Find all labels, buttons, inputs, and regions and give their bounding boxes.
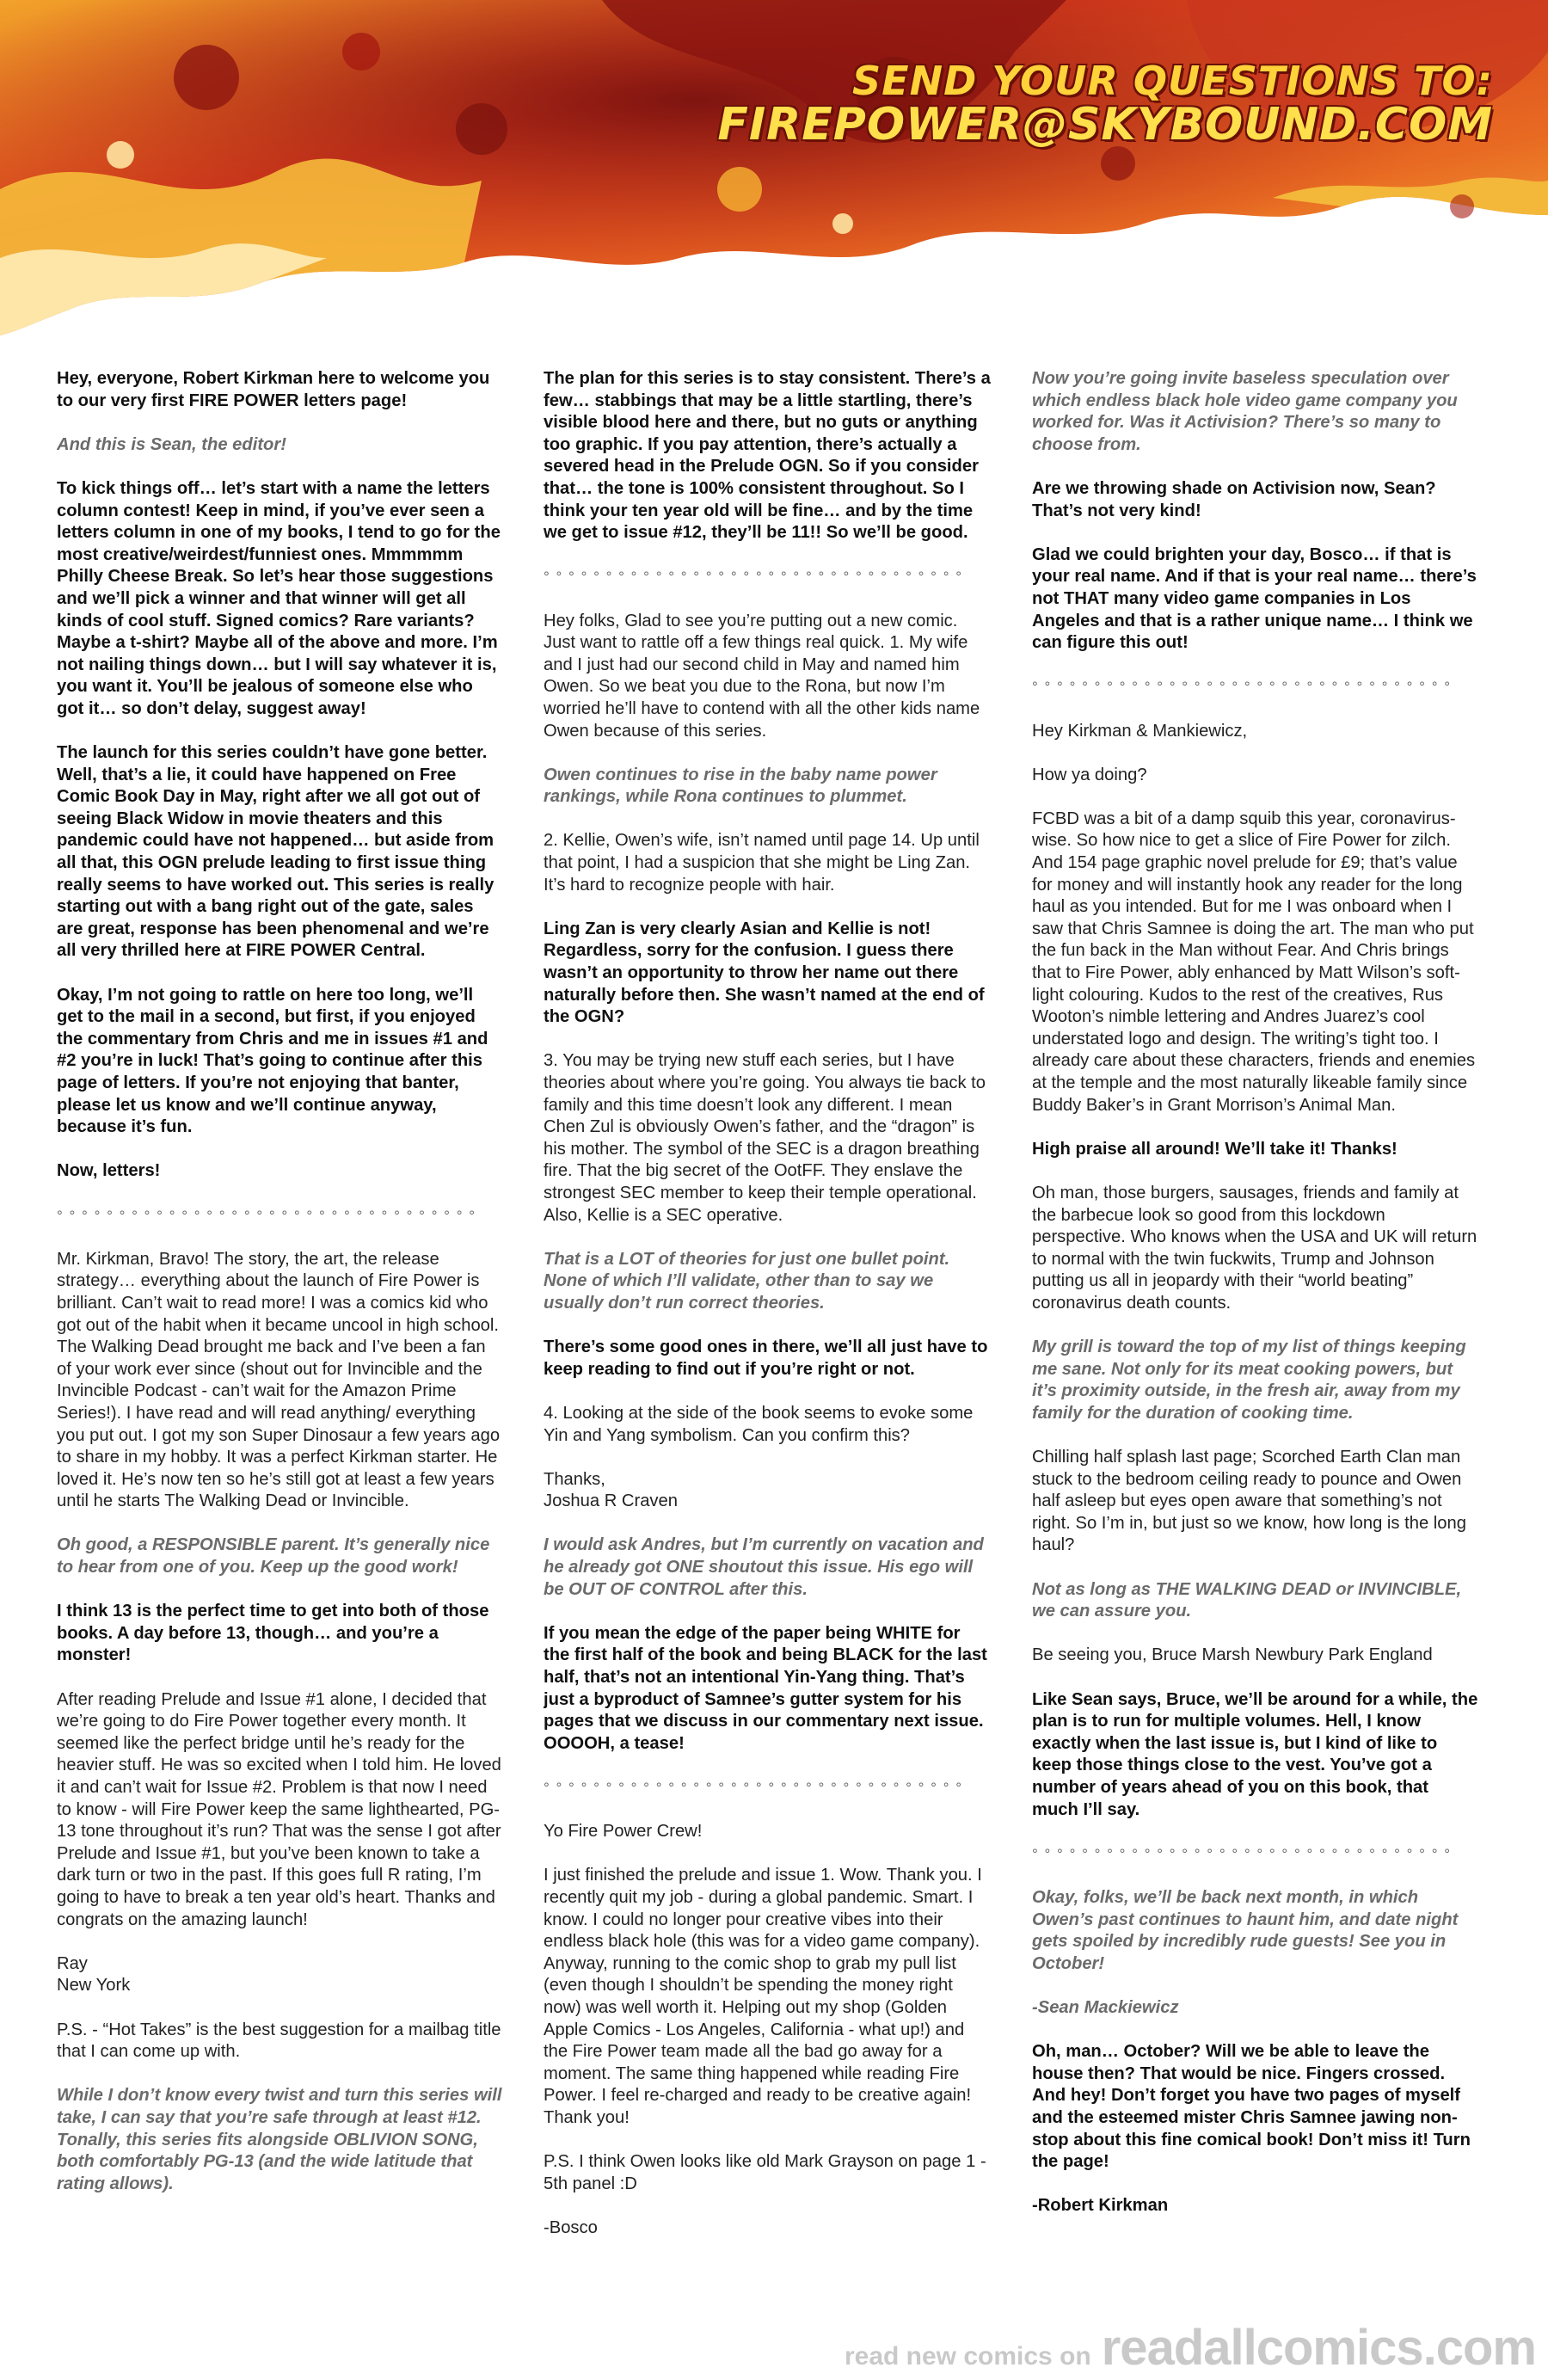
fire-splatter-art <box>0 0 1548 344</box>
divider: ° ° ° ° ° ° ° ° ° ° ° ° ° ° ° ° ° ° ° ° ° ° ° ° ° ° ° ° ° ° ° ° ° ° <box>544 1780 963 1796</box>
creator-reply: Now, letters! <box>57 1161 161 1181</box>
footer-watermark <box>845 2319 1536 2377</box>
reader-letter: Oh man, those burgers, sausages, friends and family at the barbecue look so good from this lockdown perspective. Who knows when the USA and UK will return to normal with the twin fuckwits, Trump and Johnson putting us all in jeopardy with their “world beating” coronavirus death counts. <box>1032 1183 1477 1313</box>
editor-reply: I would ask Andres, but I’m currently on vacation and he already got ONE shoutout this issue. His ego will be OUT OF CONTROL after this. <box>544 1535 984 1599</box>
divider: ° ° ° ° ° ° ° ° ° ° ° ° ° ° ° ° ° ° ° ° ° ° ° ° ° ° ° ° ° ° ° ° ° ° <box>1032 1845 1452 1862</box>
creator-reply: Ling Zan is very clearly Asian and Kellie is not! Regardless, sorry for the confusion. I guess there wasn’t an opportunity to throw her name out there naturally before then. She wasn’t named at the end of the OGN? <box>544 919 985 1027</box>
editor-reply: -Sean Mackiewicz <box>1032 1997 1179 2017</box>
reader-letter: 2. Kellie, Owen’s wife, isn’t named until page 14. Up until that point, I had a suspicion that she might be Ling Zan. It’s hard to recognize people with hair. <box>544 831 980 895</box>
reader-letter: Yo Fire Power Crew! <box>544 1822 703 1842</box>
editor-reply: Okay, folks, we’ll be back next month, in which Owen’s past continues to haunt him, and date night gets spoiled by incredibly rude guests! See you in October! <box>1032 1887 1459 1973</box>
creator-reply: I think 13 is the perfect time to get into both of those books. A day before 13, though… and you’re a monster! <box>57 1602 489 1665</box>
creator-reply: Oh, man… October? Will we be able to leave the house then? That would be nice. Fingers crossed. And hey! Don’t forget you have two pages of myself and the esteemed mister Chris Samnee jawing non-stop about this fine comical book! Don’t miss it! Turn the page! <box>1032 2042 1471 2172</box>
reader-letter: Be seeing you, Bruce Marsh Newbury Park England <box>1032 1645 1433 1665</box>
divider: ° ° ° ° ° ° ° ° ° ° ° ° ° ° ° ° ° ° ° ° ° ° ° ° ° ° ° ° ° ° ° ° ° ° <box>57 1207 476 1224</box>
editor-reply: And this is Sean, the editor! <box>57 434 286 454</box>
reader-letter: Chilling half splash last page; Scorched Earth Clan man stuck to the bedroom ceiling ready to pounce and Owen half asleep but eyes open aware that something’s not right. So I’m in, but just so we know, how long is the long haul? <box>1032 1448 1466 1555</box>
creator-reply: If you mean the edge of the paper being WHITE for the first half of the book and being BLACK for the last half, that’s not an intentional Yin-Yang thing. That’s just a byproduct of Samnee’s gutter system for his pages that we discuss in our commentary next issue. OOOOH, a tease! <box>544 1623 987 1753</box>
divider: ° ° ° ° ° ° ° ° ° ° ° ° ° ° ° ° ° ° ° ° ° ° ° ° ° ° ° ° ° ° ° ° ° ° <box>1032 679 1452 696</box>
reader-letter: P.S. - “Hot Takes” is the best suggestion for a mailbag title that I can come up with. <box>57 2020 501 2062</box>
reader-letter: After reading Prelude and Issue #1 alone, I decided that we’re going to do Fire Power together every month. It seemed like the perfect bridge until he’s ready for the heavier stuff. He was so excited when I told him. He loved it and can’t wait for Issue #2. Problem is that now I need to know - will Fire Power keep the same lighthearted, PG-13 tone throughout it’s run? That was the sense I got after Prelude and Issue #1, but you’ve been known to take a dark turn or two in the past. If this goes full R rating, I’m going to have to break a ten year old’s heart. Thanks and congrats on the amazing launch! <box>57 1689 501 1929</box>
reader-letter: P.S. I think Owen looks like old Mark Grayson on page 1 - 5th panel :D <box>544 2152 986 2193</box>
creator-reply: There’s some good ones in there, we’ll all just have to keep reading to find out if you’re right or not. <box>544 1338 988 1379</box>
creator-reply: The launch for this series couldn’t have gone better. Well, that’s a lie, it could have happened on Free Comic Book Day in May, right after we all got out of seeing Black Widow in movie theaters and this pandemic could have not happened… but aside from all that, this OGN prelude leading to first issue thing really seems to have worked out. This series is really starting out with a bang right out of the gate, sales are great, response has been phenomenal and we’re all very thrilled here at FIRE POWER Central. <box>57 743 494 961</box>
reader-letter: How ya doing? <box>1032 765 1147 784</box>
creator-reply: Hey, everyone, Robert Kirkman here to welcome you to our very first FIRE POWER letters page! <box>57 369 490 410</box>
reader-letter: Hey folks, Glad to see you’re putting out a new comic. Just want to rattle off a few things real quick. 1. My wife and I just had our second child in May and named him Owen. So we beat you due to the Rona, but now I’m worried he’ll have to contend with all the other kids name Owen because of this series. <box>544 611 980 741</box>
editor-reply: My grill is toward the top of my list of things keeping me sane. Not only for its meat cooking powers, but it’s proximity outside, in the fresh air, away from my family for the duration of cooking time. <box>1032 1338 1466 1423</box>
watermark-site[interactable]: readallcomics.com <box>1101 2320 1536 2376</box>
creator-reply: -Robert Kirkman <box>1032 2196 1169 2216</box>
letters-column-left <box>57 368 504 2321</box>
watermark-prefix: read new comics on <box>844 2342 1091 2371</box>
creator-reply: Glad we could brighten your day, Bosco… if that is your real name. And if that is your real name… there’s not THAT many video game companies in Los Angeles and that is a rather unique name… I think we can figure this out! <box>1032 544 1477 653</box>
reader-letter: I just finished the prelude and issue 1. Wow. Thank you. I recently quit my job - during a global pandemic. Smart. I know. I could no longer pour creative vibes into their endless black hole (this was for a video game company). Anyway, running to the comic shop to grab my pull list (even though I shouldn’t be spending the money right now) was well worth it. Helping out my shop (Golden Apple Comics - Los Angeles, California - what up!) and the Fire Power team made all the bad go away for a moment. The same thing happened while reading Fire Power. I feel re-charged and ready to be creative again! Thank you! <box>544 1866 982 2127</box>
creator-reply: To kick things off… let’s start with a name the letters column contest! Keep in mind, if you’ve ever seen a letters column in one of my books, I tend to go for the most creative/weirdest/funniest ones. Mmmmmm Philly Cheese Break. So let’s hear those suggestions and we’ll pick a winner and that winner will get all kinds of cool stuff. Signed comics? Rare variants? Maybe a t-shirt? Maybe all of the above and more. I’m not nailing things down… but I will say whatever it is, you want it. You’ll be jealous of someone else who got it… so don’t delay, suggest away! <box>57 478 501 718</box>
creator-reply: The plan for this series is to stay consistent. There’s a few… stabbings that may be a little startling, there’s visible blood here and there, but no guts or anything too graphic. If you pay attention, there’s actually a severed head in the Prelude OGN. So if you consider that… the tone is 100% consistent throughout. So I think your ten year old will be fine… and by the time we get to issue #12, they’ll be 11!! So we’ll be good. <box>544 369 991 543</box>
creator-reply: Okay, I’m not going to rattle on here too long, we’ll get to the mail in a second, but first, if you enjoyed the commentary from Chris and me in issues #1 and #2 you’re in luck! That’s going to continue after this page of letters. If you’re not enjoying that banter, please let us know and we’ll continue anyway, because it’s fun. <box>57 985 488 1137</box>
reader-letter: Ray New York <box>57 1953 131 1996</box>
divider: ° ° ° ° ° ° ° ° ° ° ° ° ° ° ° ° ° ° ° ° ° ° ° ° ° ° ° ° ° ° ° ° ° ° <box>544 569 963 586</box>
editor-reply: Oh good, a RESPONSIBLE parent. It’s generally nice to hear from one of you. Keep up the good work! <box>57 1535 490 1577</box>
letters-column-right <box>1032 368 1479 2321</box>
reader-letter: -Bosco <box>544 2217 598 2237</box>
editor-reply: Not as long as THE WALKING DEAD or INVINCIBLE, we can assure you. <box>1032 1579 1462 1621</box>
reader-letter: Mr. Kirkman, Bravo! The story, the art, the release strategy… everything about the launch of Fire Power is brilliant. Can’t wait to read more! I was a comics kid who got out of the habit when it became uncool in high school. The Walking Dead brought me back and I’ve been a fan of your work ever since (shout out for Invincible and the Invincible Podcast - can’t wait for the Amazon Prime Series!). I have read and will read anything/ everything you put out. I got my son Super Dinosaur a few years ago to share in my hobby. It was a perfect Kirkman starter. He loved it. He’s now ten so he’s still got at least a few years until he starts The Walking Dead or Invincible. <box>57 1249 501 1511</box>
editor-reply: Owen continues to rise in the baby name power rankings, while Rona continues to plummet. <box>544 765 937 807</box>
callout-heading: SEND YOUR QUESTIONS TO: <box>852 58 1493 104</box>
creator-reply: Are we throwing shade on Activision now, Sean? That’s not very kind! <box>1032 478 1436 520</box>
reader-letter: 4. Looking at the side of the book seems to evoke some Yin and Yang symbolism. Can you confirm this? <box>544 1403 974 1445</box>
reader-letter: Hey Kirkman & Mankiewicz, <box>1032 721 1248 741</box>
creator-reply: High praise all around! We’ll take it! Thanks! <box>1032 1139 1398 1159</box>
editor-reply: While I don’t know every twist and turn this series will take, I can say that you’re safe through at least #12. Tonally, this series fits alongside OBLIVION SONG, both comfortably PG-13 (and the wide latitude that rating allows). <box>57 2086 502 2193</box>
callout-email[interactable]: FIREPOWER@SKYBOUND.COM <box>717 99 1493 151</box>
reader-letter: Thanks, Joshua R Craven <box>544 1469 678 1511</box>
creator-reply: Like Sean says, Bruce, we’ll be around for a while, the plan is to run for multiple volumes. Hell, I know exactly when the last issue is, but I kind of like to keep those things close to the vest. You’ve got a number of years ahead of you on this book, that much I’ll say. <box>1032 1689 1478 1819</box>
reader-letter: FCBD was a bit of a damp squib this year, coronavirus-wise. So how nice to get a slice of Fire Power for zilch. And 154 page graphic novel prelude for £9; that’s value for money and will instantly hook any reader for the long haul as you intended. But for me I was onboard when I saw that Chris Samnee is doing the art. The man who put the fun back in the Man without Fear. And Chris brings that to Fire Power, ably enhanced by Matt Wilson’s soft-light colouring. Kudos to the rest of the creatives, Rus Wooton’s nimble lettering and Andres Juarez’s cool understated logo and design. The writing’s tight too. I already care about these characters, friends and enemies at the temple and the most naturally likeable family since Buddy Baker’s in Grant Morrison’s Animal Man. <box>1032 809 1476 1115</box>
letters-column-middle <box>544 368 991 2321</box>
editor-reply: That is a LOT of theories for just one bullet point. None of which I’ll validate, other than to say we usually don’t run correct theories. <box>544 1249 950 1313</box>
submission-callout <box>717 60 1493 149</box>
editor-reply: Now you’re going invite baseless speculation over which endless black hole video game company you worked for. Was it Activision? There’s so many to choose from. <box>1032 369 1458 454</box>
header-banner <box>0 0 1548 344</box>
reader-letter: 3. You may be trying new stuff each series, but I have theories about where you’re going. You always tie back to family and this time doesn’t look any different. I mean Chen Zul is obviously Owen’s father, and the “dragon” is his mother. The symbol of the SEC is a dragon breathing fire. That the big secret of the OotFF. They enslave the strongest SEC member to keep their temple operational. Also, Kellie is a SEC operative. <box>544 1051 986 1225</box>
